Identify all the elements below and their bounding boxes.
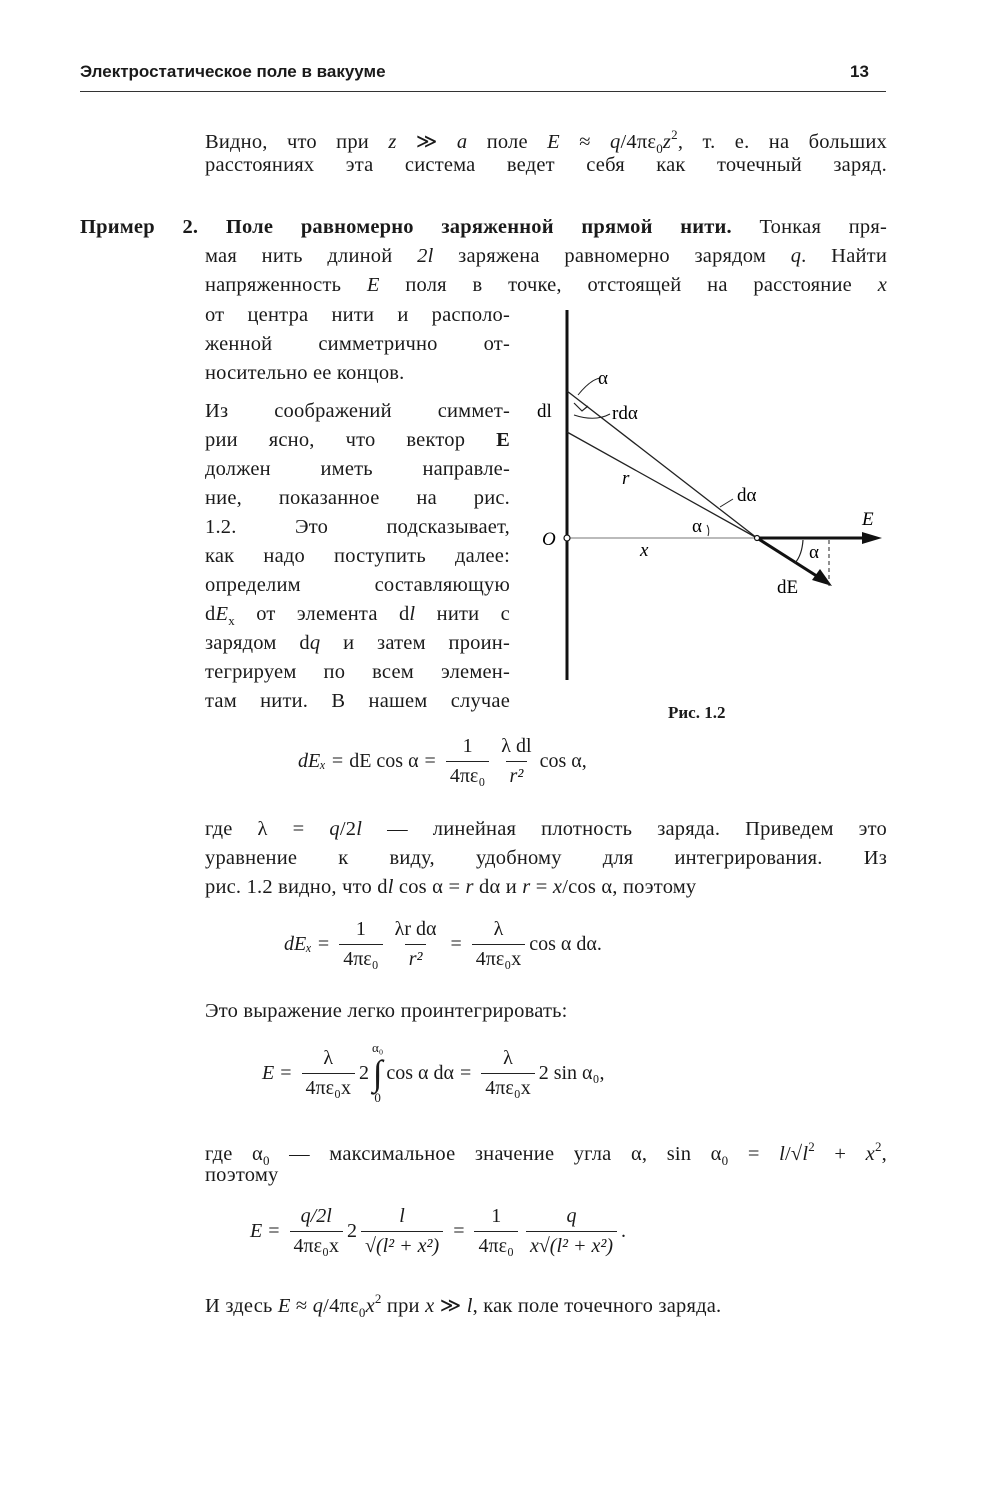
- text-segment: Поле равномерно заряженной прямой нити.: [225, 216, 732, 238]
- text-segment: r: [522, 876, 531, 898]
- text-segment: тегрируем по всем элемен-: [205, 661, 510, 683]
- text-segment: , т. е. на больших: [677, 131, 887, 153]
- text-segment: /√: [784, 1143, 803, 1165]
- text-segment: E: [366, 274, 380, 296]
- text-segment: уравнение к виду, удобному для интегрирования. Из: [205, 847, 887, 869]
- text-segment: мая нить длиной: [205, 245, 418, 267]
- numerator: 1: [462, 735, 473, 757]
- label-dE: dE: [777, 577, 799, 598]
- f2-eq: =: [450, 933, 462, 955]
- text-segment: ние, показанное на рис.: [205, 487, 510, 509]
- text-segment: 0: [721, 1153, 729, 1168]
- text-segment: зарядом d: [205, 632, 310, 654]
- label-rdalpha: rdα: [612, 403, 638, 424]
- text-segment: q: [790, 245, 802, 267]
- numerator: 1: [355, 918, 366, 940]
- integral-sign: [372, 1040, 383, 1106]
- denominator: 4πε₀x: [481, 1073, 534, 1100]
- text-segment: q: [312, 1295, 324, 1317]
- text-segment: расстояниях эта система ведет себя как точечный заряд.: [205, 154, 887, 176]
- numerator: λ: [493, 918, 504, 940]
- label-x: x: [640, 540, 649, 561]
- page-number: 13: [850, 62, 869, 81]
- text-segment: там нити. В нашем случае: [205, 690, 510, 712]
- text-segment: ≫: [396, 131, 457, 153]
- text-segment: Из соображений симмет-: [205, 400, 510, 422]
- text-segment: ,: [881, 1143, 887, 1165]
- text-segment: q: [329, 818, 340, 840]
- integral-icon: ∫: [372, 1053, 383, 1093]
- text-segment: E: [277, 1295, 291, 1317]
- f4-frac4: [526, 1205, 617, 1258]
- text-segment: /cos α, поэтому: [562, 876, 697, 898]
- text-segment: l: [802, 1143, 809, 1165]
- f4-lhs: E: [250, 1220, 263, 1242]
- f1-eq: =: [424, 750, 436, 772]
- f2-tail: cos α dα.: [529, 933, 602, 955]
- text-segment: x: [877, 274, 888, 296]
- right-angle-mark: [574, 403, 588, 411]
- f3-eq: =: [280, 1061, 292, 1084]
- denominator: r²: [506, 761, 528, 788]
- f3-tail: 2 sin α₀,: [538, 1061, 605, 1084]
- numerator: λ: [503, 1046, 513, 1069]
- text-segment: l: [387, 876, 394, 898]
- text-segment: x: [425, 1295, 435, 1317]
- ray-upper: [567, 391, 757, 538]
- text-segment: l: [409, 603, 416, 625]
- f4-frac1: [290, 1205, 343, 1258]
- f4-coef: 2: [346, 1220, 357, 1242]
- label-E: E: [862, 509, 874, 530]
- label-r: r: [622, 468, 630, 489]
- text-segment: q: [610, 131, 621, 153]
- text-segment: dα и: [473, 876, 523, 898]
- text-segment: Видно, что при: [205, 131, 389, 153]
- f1-frac2: [497, 735, 535, 788]
- text-segment: ≈: [290, 1295, 313, 1317]
- text-segment: нити с: [415, 603, 510, 625]
- text-segment: 2: [874, 1139, 882, 1154]
- text-segment: носительно ее концов.: [205, 362, 405, 384]
- text-segment: 0: [656, 141, 663, 156]
- text-segment: от элемента d: [234, 603, 410, 625]
- denominator: 4πε₀: [339, 944, 382, 971]
- numerator: λ: [323, 1046, 334, 1069]
- text-segment: где α: [205, 1143, 263, 1165]
- f3-frac2: [481, 1047, 534, 1100]
- f2-eq: =: [317, 933, 330, 955]
- formula-E-integral: [262, 1040, 604, 1106]
- text-segment: Тонкая пря-: [731, 216, 887, 238]
- denominator: 4πε₀x: [302, 1073, 355, 1100]
- text-segment: заряжена равномерно зарядом: [433, 245, 791, 267]
- text-segment: и затем проин-: [320, 632, 510, 654]
- text-segment: d: [205, 603, 216, 625]
- text-segment: рии ясно, что вектор: [205, 429, 497, 451]
- numerator: l: [399, 1205, 405, 1227]
- text-segment: ≫: [434, 1295, 467, 1317]
- text-segment: от центра нити и располо-: [205, 304, 510, 326]
- text-segment: =: [530, 876, 553, 898]
- text-segment: q: [309, 632, 321, 654]
- text-segment: z: [662, 131, 672, 153]
- numerator: λr dα: [394, 918, 437, 940]
- denominator: 4πε₀x: [472, 944, 525, 971]
- f4-tail: .: [621, 1220, 627, 1242]
- text-segment: cos α =: [393, 876, 466, 898]
- f2-frac3: [472, 918, 525, 971]
- text-segment: должен иметь направле-: [205, 458, 510, 480]
- text-segment: поля в точке, отстоящей на расстояние: [379, 274, 878, 296]
- text-segment: поэтому: [205, 1164, 279, 1186]
- text-segment: r: [465, 876, 474, 898]
- text-segment: при: [381, 1295, 426, 1317]
- denominator: 4πε₀: [446, 761, 489, 788]
- formula-dEx-1: [298, 735, 587, 788]
- text-segment: E: [496, 429, 510, 451]
- text-segment: =: [728, 1143, 780, 1165]
- denominator: r²: [405, 944, 427, 971]
- text-segment: a: [456, 131, 468, 153]
- f1-tail: cos α,: [539, 750, 587, 772]
- label-O: O: [542, 529, 556, 550]
- text-segment: l: [427, 245, 434, 267]
- f3-frac1: [302, 1047, 355, 1100]
- text-segment: поле: [467, 131, 548, 153]
- numerator: λ dl: [501, 735, 532, 757]
- denominator: 4πε₀: [474, 1231, 517, 1258]
- text-segment: где λ =: [205, 818, 330, 840]
- upper-limit: α₀: [371, 1040, 384, 1055]
- formula-dEx-2: [284, 918, 602, 971]
- text-segment: , как поле точечного заряда.: [472, 1295, 722, 1317]
- text-segment: 2: [374, 1291, 382, 1306]
- f4-eq: =: [268, 1220, 280, 1242]
- text-segment: женной симметрично от-: [205, 333, 510, 355]
- numerator: q: [566, 1205, 577, 1227]
- denominator: x√(l² + x²): [526, 1231, 617, 1258]
- text-segment: Пример 2.: [80, 216, 226, 238]
- f3-coef: 2: [358, 1061, 369, 1084]
- text-segment: E: [547, 131, 560, 153]
- alpha-arc-right: [795, 540, 803, 563]
- f2-lhs: dEₓ: [284, 933, 312, 955]
- text-segment: — линейная плотность заряда. Приведем это: [362, 818, 887, 840]
- text-segment: напряженность: [205, 274, 367, 296]
- f1-eq: =: [331, 750, 344, 772]
- f1-mid: dE cos α: [349, 750, 419, 772]
- text-segment: l: [466, 1295, 473, 1317]
- text-segment: как надо поступить далее:: [205, 545, 510, 567]
- alpha-arc: [707, 525, 709, 536]
- lower-limit: 0: [374, 1090, 381, 1105]
- running-header-title: Электростатическое поле в вакууме: [80, 62, 386, 81]
- f3-lhs: E: [262, 1061, 275, 1084]
- text-segment: 0: [358, 1305, 366, 1320]
- text-segment: x: [228, 613, 235, 628]
- origin-point: [564, 535, 570, 541]
- text-segment: z: [388, 131, 397, 153]
- text-segment: ≈: [559, 131, 611, 153]
- denominator: 4πε₀x: [290, 1231, 343, 1258]
- text-segment: /2: [339, 818, 357, 840]
- f3-integrand: cos α dα: [386, 1061, 454, 1084]
- f3-eq: =: [459, 1061, 472, 1084]
- ray-r: [567, 432, 757, 538]
- text-segment: 2: [417, 245, 428, 267]
- figure-caption: Рис. 1.2: [668, 703, 726, 722]
- f1-lhs: dEₓ: [298, 750, 326, 772]
- f2-frac1: [339, 918, 382, 971]
- field-point: [755, 536, 760, 541]
- text-segment: рис. 1.2 видно, что d: [205, 876, 388, 898]
- numerator: 1: [491, 1205, 502, 1227]
- text-segment: И здесь: [205, 1295, 278, 1317]
- label-dl: dl: [537, 401, 552, 422]
- text-segment: E: [215, 603, 229, 625]
- label-alpha-mid: α: [692, 516, 702, 537]
- formula-E-final: [250, 1205, 626, 1258]
- text-segment: l: [779, 1143, 785, 1165]
- text-segment: l: [356, 818, 363, 840]
- f2-frac2: [391, 918, 441, 971]
- text-segment: +: [814, 1143, 866, 1165]
- text-segment: x: [365, 1295, 375, 1317]
- dalpha-leader: [720, 499, 733, 507]
- alpha-leader: [578, 378, 600, 395]
- text-segment: /4πε: [620, 131, 657, 153]
- text-segment: Это выражение легко проинтегрировать:: [205, 1000, 568, 1022]
- text-segment: 0: [262, 1153, 270, 1168]
- rdalpha-leader: [574, 414, 610, 418]
- denominator: √(l² + x²): [361, 1231, 443, 1258]
- f4-frac2: [361, 1205, 443, 1258]
- numerator: q/2l: [300, 1205, 332, 1227]
- f4-eq: =: [453, 1220, 465, 1242]
- f4-frac3: [474, 1205, 517, 1258]
- label-alpha-right: α: [809, 542, 819, 563]
- label-dalpha: dα: [737, 485, 757, 506]
- text-segment: — максимальное значение угла α, sin α: [269, 1143, 722, 1165]
- text-segment: x: [865, 1143, 875, 1165]
- text-segment: определим составляющую: [205, 574, 510, 596]
- text-segment: x: [552, 876, 563, 898]
- text-segment: 1.2. Это подсказывает,: [205, 516, 510, 538]
- f1-frac1: [446, 735, 489, 788]
- text-segment: 2: [671, 127, 678, 142]
- label-alpha-top: α: [598, 368, 608, 389]
- text-segment: 2: [808, 1139, 815, 1154]
- text-segment: /4πε: [323, 1295, 359, 1317]
- E-arrowhead: [862, 532, 882, 544]
- text-segment: . Найти: [801, 245, 887, 267]
